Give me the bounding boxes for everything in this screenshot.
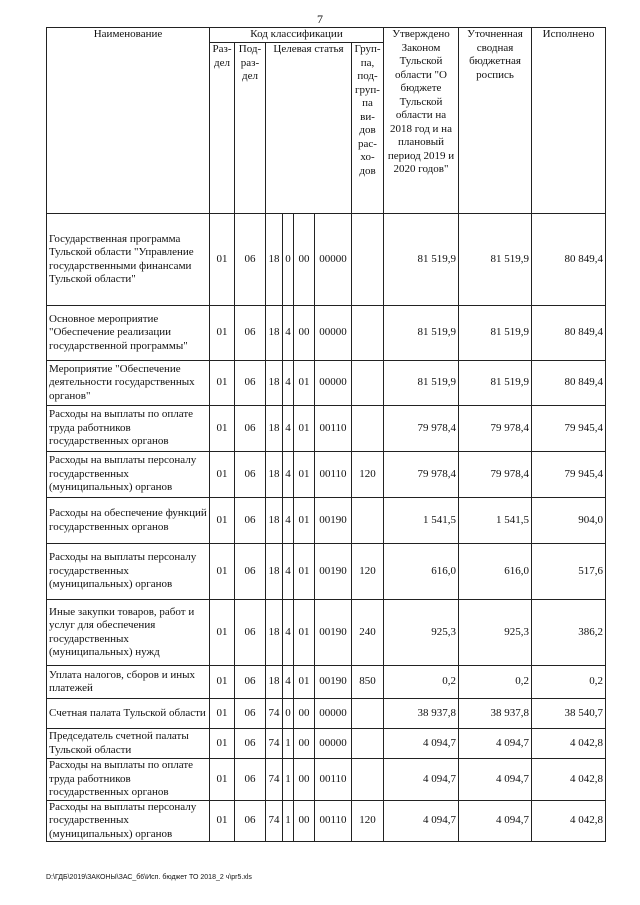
row-name: Уплата налогов, сборов и иных платежей <box>47 666 210 699</box>
row-gruppa <box>352 498 384 544</box>
row-celevaya-2: 1 <box>283 800 294 842</box>
row-ispolneno: 4 042,8 <box>532 759 606 801</box>
row-celevaya-4: 00000 <box>315 699 352 729</box>
row-ispolneno: 4 042,8 <box>532 729 606 759</box>
row-gruppa: 120 <box>352 452 384 498</box>
row-podrazdel: 06 <box>235 452 266 498</box>
row-podrazdel: 06 <box>235 406 266 452</box>
row-celevaya-4: 00000 <box>315 361 352 406</box>
row-celevaya-1: 18 <box>266 544 283 600</box>
row-utochnennaya: 79 978,4 <box>459 452 532 498</box>
row-razdel: 01 <box>210 544 235 600</box>
row-name: Государственная программа Тульской области "Управление государственными финансами Тульской области" <box>47 214 210 306</box>
row-razdel: 01 <box>210 306 235 361</box>
row-celevaya-3: 00 <box>294 699 315 729</box>
row-utochnennaya: 4 094,7 <box>459 800 532 842</box>
row-utochnennaya: 79 978,4 <box>459 406 532 452</box>
table-row <box>47 666 606 699</box>
row-celevaya-2: 4 <box>283 544 294 600</box>
row-podrazdel: 06 <box>235 214 266 306</box>
header-razdel: Раз- дел <box>210 43 235 214</box>
row-ispolneno: 386,2 <box>532 600 606 666</box>
row-utverzhdeno: 79 978,4 <box>384 452 459 498</box>
header-podrazdel: Под- раз- дел <box>235 43 266 214</box>
row-celevaya-4: 00110 <box>315 759 352 801</box>
row-celevaya-3: 01 <box>294 666 315 699</box>
row-ispolneno: 38 540,7 <box>532 699 606 729</box>
row-gruppa: 240 <box>352 600 384 666</box>
header-utochnennaya: Уточненная сводная бюджетная роспись <box>459 28 532 214</box>
row-podrazdel: 06 <box>235 498 266 544</box>
row-celevaya-1: 74 <box>266 800 283 842</box>
table-row <box>47 800 606 842</box>
row-celevaya-4: 00190 <box>315 498 352 544</box>
row-utverzhdeno: 81 519,9 <box>384 361 459 406</box>
row-gruppa <box>352 406 384 452</box>
row-utverzhdeno: 4 094,7 <box>384 800 459 842</box>
row-name: Расходы на выплаты персоналу государственных (муниципальных) органов <box>47 800 210 842</box>
row-celevaya-4: 00110 <box>315 406 352 452</box>
header-kod: Код классификации <box>210 28 384 43</box>
table-body <box>47 214 606 842</box>
row-gruppa: 120 <box>352 800 384 842</box>
row-podrazdel: 06 <box>235 544 266 600</box>
header-celevaya: Целевая статья <box>266 43 352 214</box>
row-gruppa: 120 <box>352 544 384 600</box>
table-row <box>47 406 606 452</box>
row-celevaya-2: 1 <box>283 759 294 801</box>
header-gruppa: Груп- па, под- груп- па ви- дов рас- хо- дов <box>352 43 384 214</box>
row-ispolneno: 80 849,4 <box>532 214 606 306</box>
row-name: Основное мероприятие "Обеспечение реализации государственной программы" <box>47 306 210 361</box>
row-utochnennaya: 81 519,9 <box>459 361 532 406</box>
row-utverzhdeno: 1 541,5 <box>384 498 459 544</box>
row-utochnennaya: 81 519,9 <box>459 306 532 361</box>
row-utochnennaya: 616,0 <box>459 544 532 600</box>
row-gruppa <box>352 214 384 306</box>
row-celevaya-4: 00190 <box>315 666 352 699</box>
table-row <box>47 361 606 406</box>
row-podrazdel: 06 <box>235 361 266 406</box>
row-celevaya-1: 18 <box>266 406 283 452</box>
row-ispolneno: 4 042,8 <box>532 800 606 842</box>
row-ispolneno: 79 945,4 <box>532 406 606 452</box>
row-razdel: 01 <box>210 498 235 544</box>
row-utochnennaya: 925,3 <box>459 600 532 666</box>
row-utverzhdeno: 4 094,7 <box>384 759 459 801</box>
row-razdel: 01 <box>210 361 235 406</box>
row-utochnennaya: 4 094,7 <box>459 729 532 759</box>
row-name: Расходы на обеспечение функций государственных органов <box>47 498 210 544</box>
file-path-footer: D:\ГДБ\2019\ЗАКОНЫ\ЗАС_б6\Исп. бюджет ТО 2018_2 ч\pr5.xls <box>46 874 252 881</box>
row-name: Председатель счетной палаты Тульской области <box>47 729 210 759</box>
row-name: Иные закупки товаров, работ и услуг для обеспечения государственных (муниципальных) нужд <box>47 600 210 666</box>
header-name: Наименование <box>47 28 210 214</box>
row-razdel: 01 <box>210 452 235 498</box>
row-celevaya-2: 4 <box>283 600 294 666</box>
row-utochnennaya: 38 937,8 <box>459 699 532 729</box>
row-razdel: 01 <box>210 759 235 801</box>
row-gruppa <box>352 699 384 729</box>
row-celevaya-3: 00 <box>294 214 315 306</box>
table-row <box>47 498 606 544</box>
row-podrazdel: 06 <box>235 666 266 699</box>
row-celevaya-2: 4 <box>283 498 294 544</box>
row-celevaya-4: 00110 <box>315 452 352 498</box>
page-number: 7 <box>317 12 323 26</box>
row-gruppa: 850 <box>352 666 384 699</box>
row-celevaya-4: 00190 <box>315 600 352 666</box>
table-row <box>47 699 606 729</box>
row-celevaya-3: 01 <box>294 544 315 600</box>
row-podrazdel: 06 <box>235 759 266 801</box>
row-gruppa <box>352 306 384 361</box>
row-celevaya-3: 01 <box>294 498 315 544</box>
table-row <box>47 600 606 666</box>
row-celevaya-1: 74 <box>266 699 283 729</box>
row-razdel: 01 <box>210 666 235 699</box>
row-name: Расходы на выплаты по оплате труда работников государственных органов <box>47 759 210 801</box>
row-razdel: 01 <box>210 600 235 666</box>
row-ispolneno: 517,6 <box>532 544 606 600</box>
row-celevaya-4: 00000 <box>315 729 352 759</box>
row-celevaya-1: 18 <box>266 452 283 498</box>
row-celevaya-1: 18 <box>266 214 283 306</box>
row-razdel: 01 <box>210 699 235 729</box>
table-row <box>47 544 606 600</box>
table-row <box>47 759 606 801</box>
row-ispolneno: 0,2 <box>532 666 606 699</box>
row-celevaya-1: 18 <box>266 498 283 544</box>
row-celevaya-3: 01 <box>294 361 315 406</box>
row-celevaya-4: 00000 <box>315 306 352 361</box>
row-celevaya-3: 00 <box>294 800 315 842</box>
row-celevaya-1: 74 <box>266 759 283 801</box>
row-celevaya-1: 18 <box>266 666 283 699</box>
row-celevaya-2: 4 <box>283 406 294 452</box>
row-gruppa <box>352 759 384 801</box>
row-name: Расходы на выплаты персоналу государственных (муниципальных) органов <box>47 452 210 498</box>
row-utverzhdeno: 79 978,4 <box>384 406 459 452</box>
row-celevaya-2: 4 <box>283 361 294 406</box>
row-podrazdel: 06 <box>235 729 266 759</box>
row-celevaya-1: 74 <box>266 729 283 759</box>
row-gruppa <box>352 361 384 406</box>
row-podrazdel: 06 <box>235 699 266 729</box>
row-utverzhdeno: 81 519,9 <box>384 306 459 361</box>
row-celevaya-3: 01 <box>294 600 315 666</box>
row-name: Расходы на выплаты по оплате труда работников государственных органов <box>47 406 210 452</box>
table-row <box>47 729 606 759</box>
row-celevaya-4: 00110 <box>315 800 352 842</box>
row-celevaya-1: 18 <box>266 600 283 666</box>
row-ispolneno: 904,0 <box>532 498 606 544</box>
row-razdel: 01 <box>210 406 235 452</box>
row-utverzhdeno: 0,2 <box>384 666 459 699</box>
row-celevaya-3: 00 <box>294 759 315 801</box>
row-name: Счетная палата Тульской области <box>47 699 210 729</box>
row-celevaya-2: 4 <box>283 666 294 699</box>
row-name: Расходы на выплаты персоналу государственных (муниципальных) органов <box>47 544 210 600</box>
row-ispolneno: 79 945,4 <box>532 452 606 498</box>
row-utochnennaya: 0,2 <box>459 666 532 699</box>
row-celevaya-4: 00000 <box>315 214 352 306</box>
row-celevaya-4: 00190 <box>315 544 352 600</box>
row-celevaya-3: 00 <box>294 729 315 759</box>
row-celevaya-2: 4 <box>283 306 294 361</box>
row-podrazdel: 06 <box>235 800 266 842</box>
header-ispolneno: Исполнено <box>532 28 606 214</box>
row-utverzhdeno: 81 519,9 <box>384 214 459 306</box>
row-celevaya-2: 0 <box>283 699 294 729</box>
row-celevaya-3: 01 <box>294 452 315 498</box>
row-utochnennaya: 81 519,9 <box>459 214 532 306</box>
row-razdel: 01 <box>210 729 235 759</box>
row-podrazdel: 06 <box>235 306 266 361</box>
row-celevaya-2: 4 <box>283 452 294 498</box>
row-celevaya-2: 0 <box>283 214 294 306</box>
table-row <box>47 306 606 361</box>
header-utverzhdeno: Утверждено Законом Тульской области "О бюджете Тульской области на 2018 год и на плановый период 2019 и 2020 годов" <box>384 28 459 214</box>
row-gruppa <box>352 729 384 759</box>
table-row <box>47 452 606 498</box>
row-celevaya-1: 18 <box>266 306 283 361</box>
row-ispolneno: 80 849,4 <box>532 306 606 361</box>
row-utverzhdeno: 4 094,7 <box>384 729 459 759</box>
row-utverzhdeno: 925,3 <box>384 600 459 666</box>
row-celevaya-3: 00 <box>294 306 315 361</box>
row-utverzhdeno: 616,0 <box>384 544 459 600</box>
row-utverzhdeno: 38 937,8 <box>384 699 459 729</box>
budget-table <box>46 27 606 842</box>
row-ispolneno: 80 849,4 <box>532 361 606 406</box>
row-razdel: 01 <box>210 800 235 842</box>
row-razdel: 01 <box>210 214 235 306</box>
row-celevaya-2: 1 <box>283 729 294 759</box>
table-row <box>47 214 606 306</box>
row-utochnennaya: 1 541,5 <box>459 498 532 544</box>
row-name: Мероприятие "Обеспечение деятельности государственных органов" <box>47 361 210 406</box>
row-utochnennaya: 4 094,7 <box>459 759 532 801</box>
row-celevaya-1: 18 <box>266 361 283 406</box>
row-podrazdel: 06 <box>235 600 266 666</box>
row-celevaya-3: 01 <box>294 406 315 452</box>
